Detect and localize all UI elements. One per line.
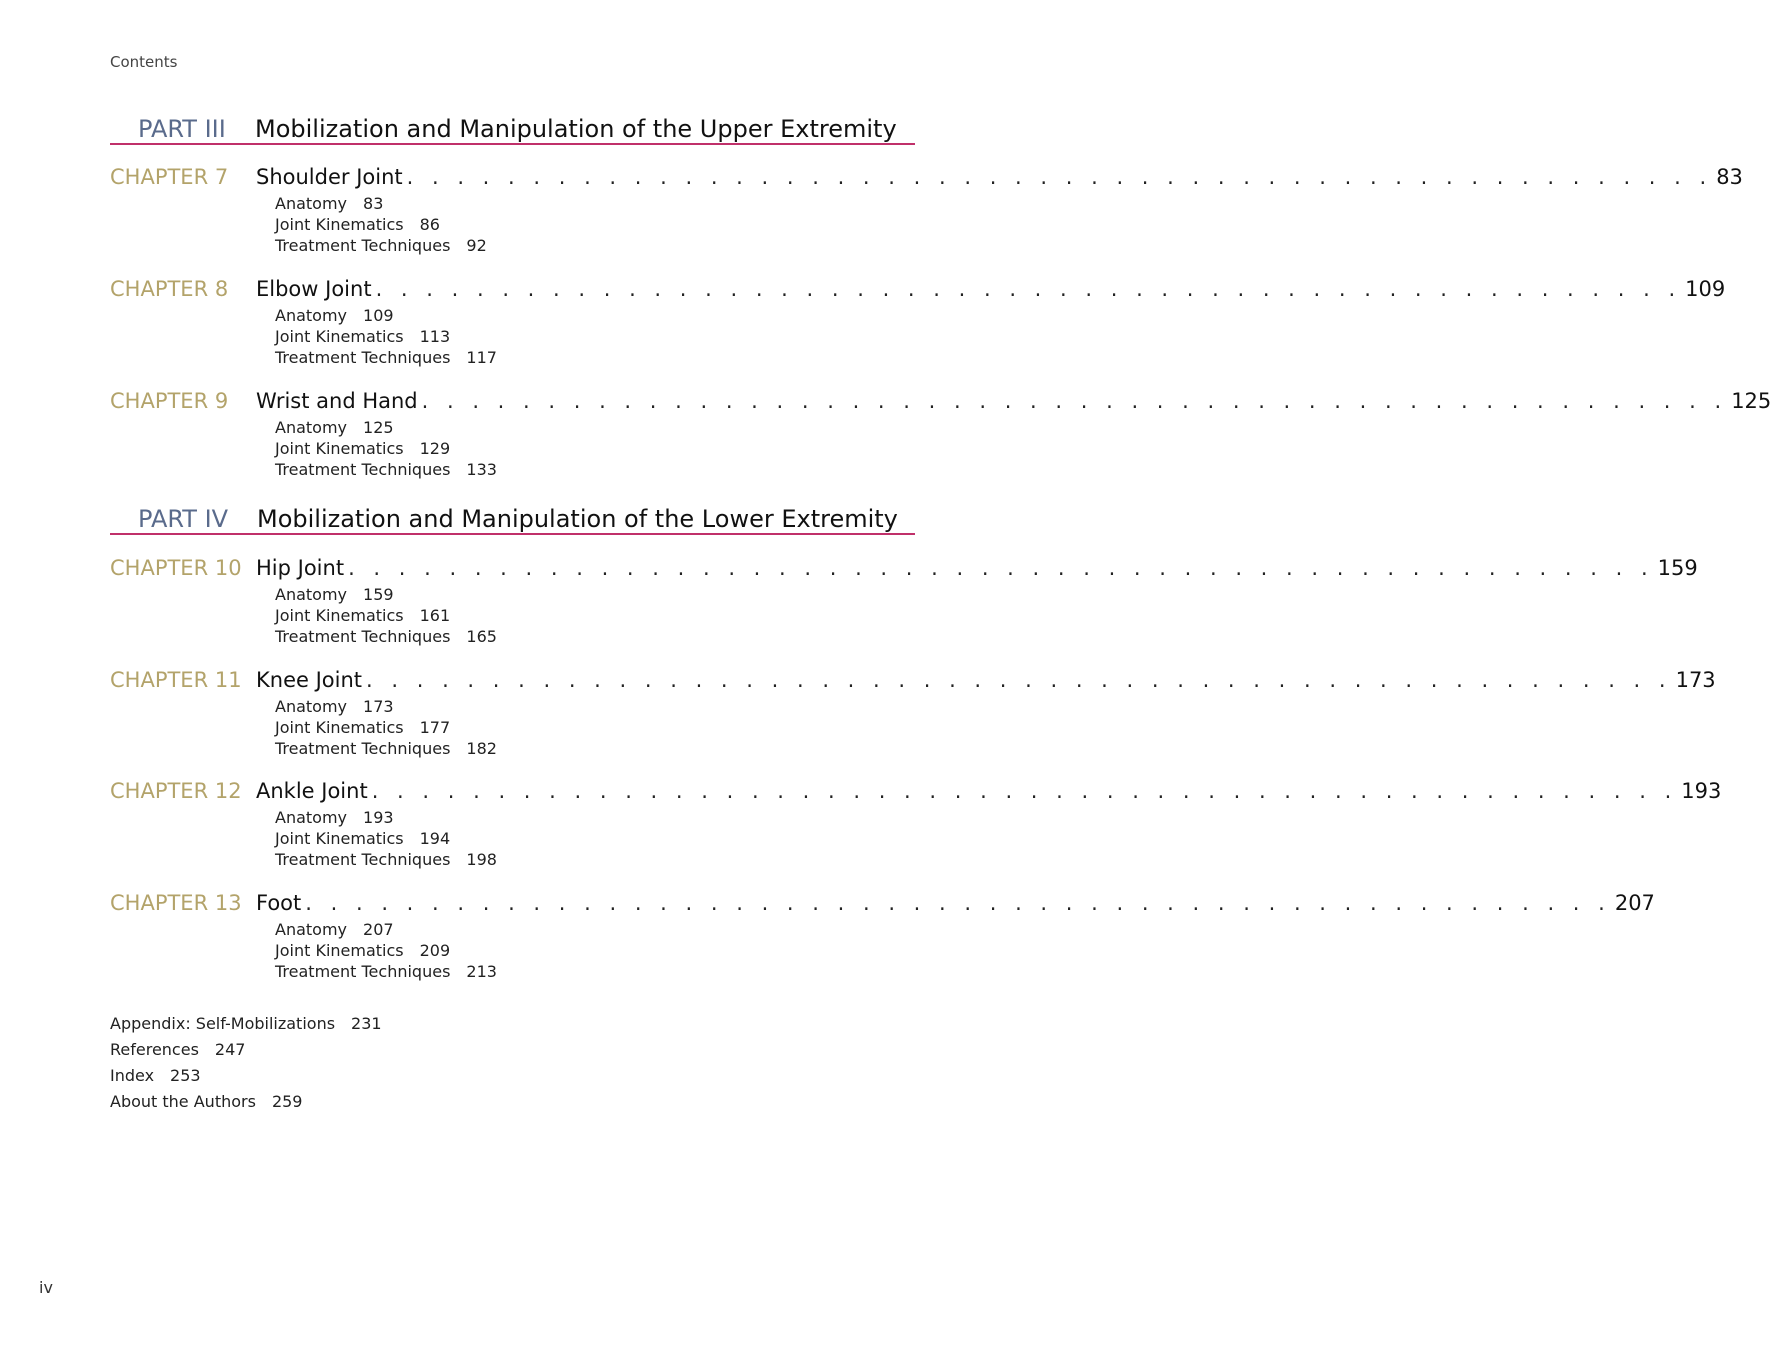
backmatter-name: Index: [110, 1066, 155, 1085]
chapter-title: Shoulder Joint: [256, 165, 403, 189]
chapter-title-row[interactable]: [256, 389, 1771, 417]
section-entry[interactable]: [275, 326, 497, 347]
leader-dots: . . . . . . . . . . . . . . . . . . . . . . . . . . . . . . . . . . . . . . . . . . . . . . . . . . . .: [406, 165, 1713, 189]
chapter-label: CHAPTER 13: [110, 891, 242, 915]
section-page: 125: [363, 418, 394, 437]
section-name: Anatomy: [275, 194, 348, 213]
section-page: 109: [363, 306, 394, 325]
section-entry[interactable]: [275, 696, 497, 717]
section-name: Treatment Techniques: [275, 850, 451, 869]
section-entry[interactable]: [275, 235, 487, 256]
section-page: 86: [419, 215, 440, 234]
backmatter-page: 231: [351, 1014, 382, 1033]
section-name: Treatment Techniques: [275, 348, 451, 367]
part-heading: [110, 501, 915, 535]
backmatter-entry[interactable]: [110, 1091, 382, 1117]
section-name: Anatomy: [275, 306, 348, 325]
section-page: 207: [363, 920, 394, 939]
backmatter-page: 247: [214, 1040, 246, 1059]
backmatter-page: 259: [271, 1092, 303, 1111]
section-page: 213: [466, 962, 497, 981]
backmatter-entry[interactable]: [110, 1013, 382, 1039]
backmatter-entry[interactable]: [110, 1065, 382, 1091]
section-page: 193: [363, 808, 394, 827]
backmatter-entry[interactable]: [110, 1039, 382, 1065]
section-name: Joint Kinematics: [275, 829, 404, 848]
section-name: Anatomy: [275, 920, 348, 939]
section-list: [275, 919, 497, 982]
section-name: Joint Kinematics: [275, 941, 404, 960]
part-title: Mobilization and Manipulation of the Upper Extremity: [255, 115, 897, 143]
section-page: 161: [419, 606, 451, 625]
section-page: 177: [419, 718, 451, 737]
chapter-title-row[interactable]: [256, 277, 1726, 305]
section-entry[interactable]: [275, 807, 497, 828]
section-list: [275, 807, 497, 870]
section-name: Anatomy: [275, 697, 348, 716]
backmatter-name: References: [110, 1040, 199, 1059]
section-entry[interactable]: [275, 605, 497, 626]
chapter-title: Elbow Joint: [256, 277, 372, 301]
page-folio: iv: [39, 1278, 53, 1297]
part-title: Mobilization and Manipulation of the Lower Extremity: [257, 505, 898, 533]
section-page: 209: [419, 941, 451, 960]
chapter-title-row[interactable]: [256, 779, 1722, 807]
section-entry[interactable]: [275, 849, 497, 870]
section-entry[interactable]: [275, 961, 497, 982]
section-page: 173: [363, 697, 394, 716]
section-entry[interactable]: [275, 717, 497, 738]
section-name: Treatment Techniques: [275, 460, 451, 479]
backmatter-name: About the Authors: [110, 1092, 256, 1111]
section-entry[interactable]: [275, 919, 497, 940]
section-name: Anatomy: [275, 585, 348, 604]
section-entry[interactable]: [275, 828, 497, 849]
section-page: 133: [466, 460, 497, 479]
chapter-page: 193: [1681, 779, 1722, 803]
section-page: 117: [466, 348, 497, 367]
section-entry[interactable]: [275, 940, 497, 961]
section-list: [275, 193, 487, 256]
section-list: [275, 584, 497, 647]
section-entry[interactable]: [275, 305, 497, 326]
chapter-label: CHAPTER 7: [110, 165, 229, 189]
section-page: 159: [363, 585, 394, 604]
section-name: Treatment Techniques: [275, 627, 451, 646]
section-page: 182: [466, 739, 497, 758]
section-page: 198: [466, 850, 497, 869]
section-name: Joint Kinematics: [275, 718, 404, 737]
chapter-title-row[interactable]: [256, 668, 1716, 696]
chapter-page: 207: [1614, 891, 1655, 915]
backmatter-list: [110, 1013, 382, 1117]
section-name: Joint Kinematics: [275, 215, 404, 234]
chapter-page: 83: [1716, 165, 1743, 189]
section-name: Joint Kinematics: [275, 439, 404, 458]
section-entry[interactable]: [275, 214, 487, 235]
section-list: [275, 696, 497, 759]
chapter-title: Hip Joint: [256, 556, 345, 580]
backmatter-name: Appendix: Self-Mobilizations: [110, 1014, 336, 1033]
chapter-label: CHAPTER 12: [110, 779, 242, 803]
chapter-title-row[interactable]: [256, 165, 1743, 193]
chapter-label: CHAPTER 11: [110, 668, 242, 692]
section-page: 113: [419, 327, 451, 346]
leader-dots: . . . . . . . . . . . . . . . . . . . . . . . . . . . . . . . . . . . . . . . . . . . . . . . . . . . .: [375, 277, 1682, 301]
section-list: [275, 417, 497, 480]
leader-dots: . . . . . . . . . . . . . . . . . . . . . . . . . . . . . . . . . . . . . . . . . . . . . . . . . . . .: [421, 389, 1728, 413]
section-entry[interactable]: [275, 459, 497, 480]
part-label: PART IV: [138, 505, 229, 533]
leader-dots: . . . . . . . . . . . . . . . . . . . . . . . . . . . . . . . . . . . . . . . . . . . . . . . . . . . .: [348, 556, 1654, 580]
section-page: 92: [466, 236, 487, 255]
section-entry[interactable]: [275, 626, 497, 647]
running-header: Contents: [110, 53, 178, 71]
chapter-label: CHAPTER 9: [110, 389, 229, 413]
section-page: 129: [419, 439, 451, 458]
leader-dots: . . . . . . . . . . . . . . . . . . . . . . . . . . . . . . . . . . . . . . . . . . . . . . . . . . . .: [305, 891, 1611, 915]
backmatter-page: 253: [170, 1066, 201, 1085]
section-page: 83: [363, 194, 384, 213]
chapter-title-row[interactable]: [256, 556, 1698, 584]
chapter-title: Ankle Joint: [256, 779, 368, 803]
part-label: PART III: [138, 115, 226, 143]
chapter-label: CHAPTER 8: [110, 277, 229, 301]
section-entry[interactable]: [275, 417, 497, 438]
chapter-title: Knee Joint: [256, 668, 363, 692]
leader-dots: . . . . . . . . . . . . . . . . . . . . . . . . . . . . . . . . . . . . . . . . . . . . . . . . . . . .: [366, 668, 1672, 692]
section-name: Anatomy: [275, 418, 348, 437]
part-heading: [110, 111, 915, 145]
section-page: 165: [466, 627, 497, 646]
section-entry[interactable]: [275, 347, 497, 368]
chapter-title: Foot: [256, 891, 302, 915]
section-name: Treatment Techniques: [275, 962, 451, 981]
chapter-label: CHAPTER 10: [110, 556, 242, 580]
chapter-page: 125: [1731, 389, 1771, 413]
section-name: Anatomy: [275, 808, 348, 827]
section-list: [275, 305, 497, 368]
leader-dots: . . . . . . . . . . . . . . . . . . . . . . . . . . . . . . . . . . . . . . . . . . . . . . . . . . . .: [371, 779, 1678, 803]
section-entry[interactable]: [275, 584, 497, 605]
chapter-page: 109: [1685, 277, 1726, 301]
section-entry[interactable]: [275, 738, 497, 759]
section-entry[interactable]: [275, 438, 497, 459]
section-name: Joint Kinematics: [275, 606, 404, 625]
section-name: Treatment Techniques: [275, 236, 451, 255]
section-page: 194: [419, 829, 451, 848]
chapter-title-row[interactable]: [256, 891, 1655, 919]
chapter-title: Wrist and Hand: [256, 389, 418, 413]
chapter-page: 173: [1675, 668, 1716, 692]
chapter-page: 159: [1657, 556, 1698, 580]
section-name: Joint Kinematics: [275, 327, 404, 346]
section-name: Treatment Techniques: [275, 739, 451, 758]
section-entry[interactable]: [275, 193, 487, 214]
